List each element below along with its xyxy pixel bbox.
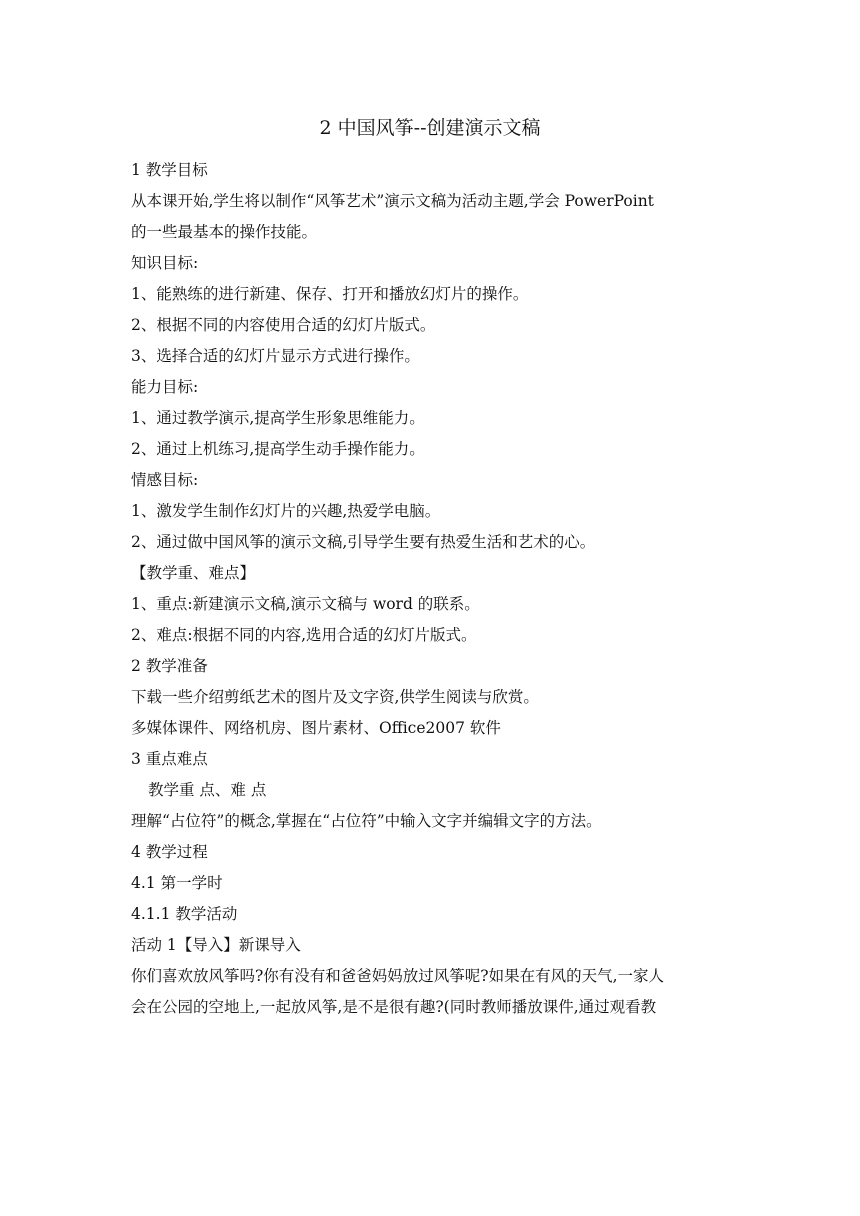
section-heading-teaching-process: 4 教学过程: [131, 843, 208, 861]
section-heading-teaching-goals: 1 教学目标: [131, 161, 208, 179]
list-item: 2、通过上机练习,提高学生动手操作能力。: [131, 440, 425, 458]
list-item: 2、通过做中国风筝的演示文稿,引导学生要有热爱生活和艺术的心。: [131, 533, 596, 551]
document-body: [131, 155, 731, 1023]
list-item: 1、通过教学演示,提高学生形象思维能力。: [131, 409, 425, 427]
list-item: 1、能熟练的进行新建、保存、打开和播放幻灯片的操作。: [131, 285, 529, 303]
subsection-heading: 4.1.1 教学活动: [131, 905, 238, 923]
list-item: 1、重点:新建演示文稿,演示文稿与 word 的联系。: [131, 595, 480, 613]
paragraph-line: 理解“占位符”的概念,掌握在“占位符”中输入文字并编辑文字的方法。: [131, 812, 602, 830]
subheading-key-difficult-points: 【教学重、难点】: [131, 564, 256, 582]
paragraph-line: 教学重 点、难 点: [148, 781, 267, 799]
subheading-emotion-goals: 情感目标:: [131, 471, 199, 489]
paragraph-line: 会在公园的空地上,一起放风筝,是不是很有趣?(同时教师播放课件,通过观看教: [131, 998, 657, 1016]
subsection-heading: 4.1 第一学时: [131, 874, 223, 892]
paragraph-line: 下载一些介绍剪纸艺术的图片及文字资,供学生阅读与欣赏。: [131, 688, 539, 706]
list-item: 2、根据不同的内容使用合适的幻灯片版式。: [131, 316, 436, 334]
section-heading-teaching-prep: 2 教学准备: [131, 657, 208, 675]
section-heading-key-points: 3 重点难点: [131, 750, 208, 768]
document-title: 2 中国风筝--创建演示文稿: [319, 117, 541, 139]
list-item: 2、难点:根据不同的内容,选用合适的幻灯片版式。: [131, 626, 477, 644]
subheading-knowledge-goals: 知识目标:: [131, 254, 199, 272]
paragraph-line: 的一些最基本的操作技能。: [131, 223, 318, 241]
paragraph-line: 你们喜欢放风筝吗?你有没有和爸爸妈妈放过风筝呢?如果在有风的天气,一家人: [131, 967, 665, 985]
paragraph-line: 从本课开始,学生将以制作“风筝艺术”演示文稿为活动主题,学会 PowerPoint: [131, 192, 654, 210]
activity-heading: 活动 1【导入】新课导入: [131, 936, 301, 954]
paragraph-line: 多媒体课件、网络机房、图片素材、Office2007 软件: [131, 719, 501, 737]
subheading-ability-goals: 能力目标:: [131, 378, 199, 396]
list-item: 1、激发学生制作幻灯片的兴趣,热爱学电脑。: [131, 502, 441, 520]
list-item: 3、选择合适的幻灯片显示方式进行操作。: [131, 347, 420, 365]
